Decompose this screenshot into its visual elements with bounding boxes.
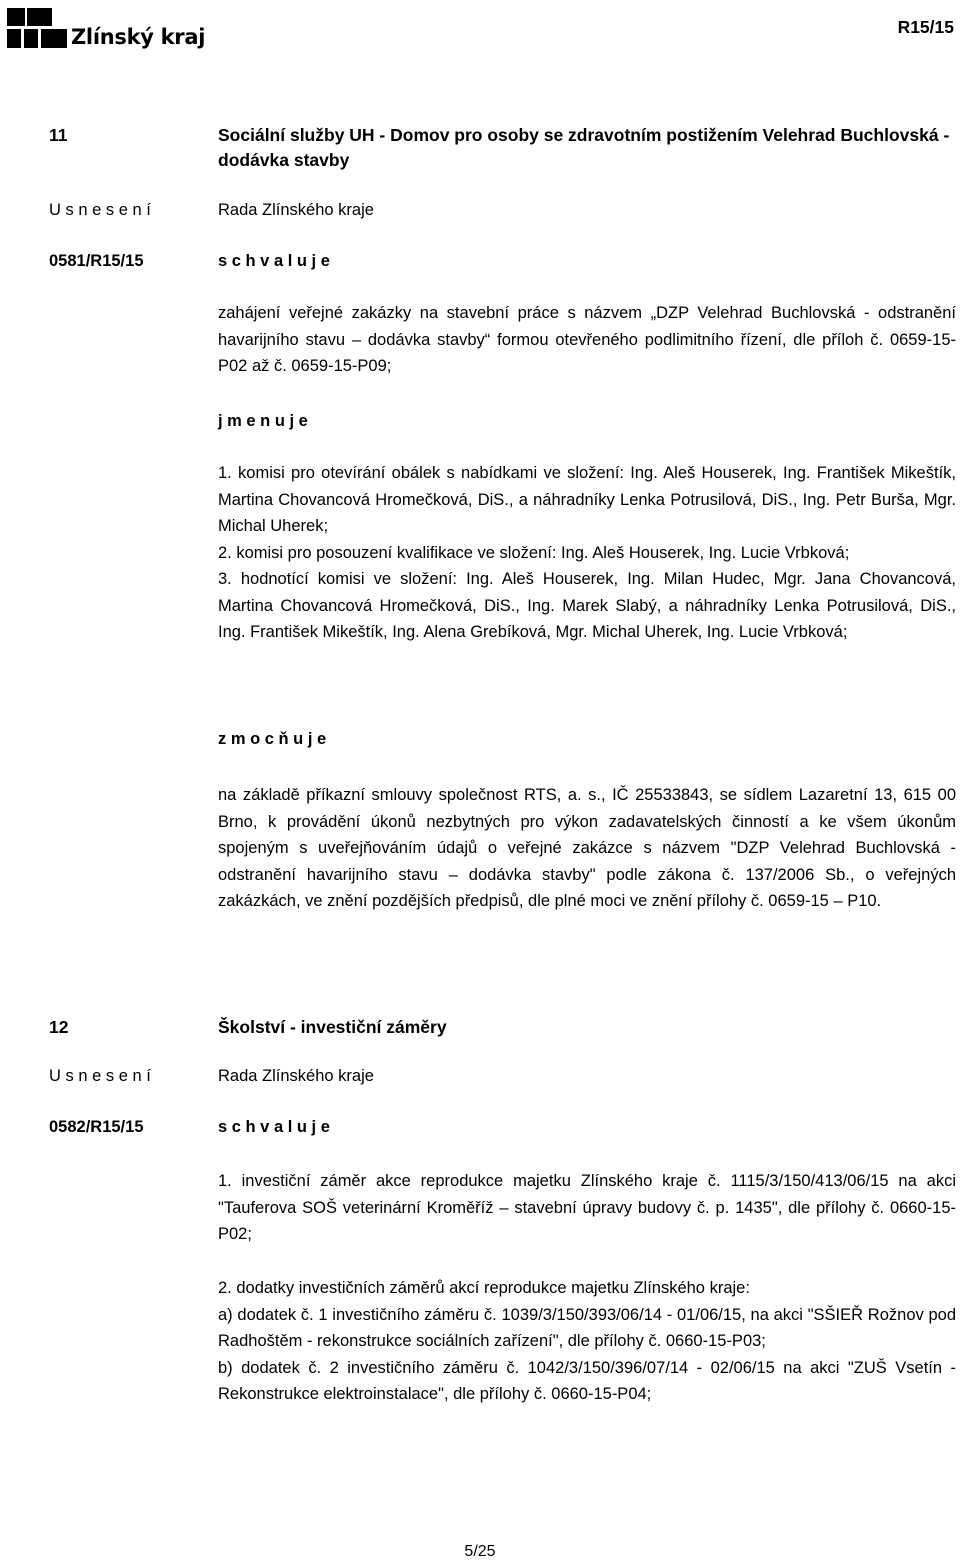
usneseni-label: U s n e s e n í [49, 201, 151, 219]
item-title: Školství - investiční záměry [218, 1017, 447, 1037]
appoint-item: 2. komisi pro posouzení kvalifikace ve složení: Ing. Aleš Houserek, Ing. Lucie Vrbková; [218, 543, 850, 562]
approve-text: zahájení veřejné zakázky na stavební práce s názvem „DZP Velehrad Buchlovská - odstranění havarijního stavu – dodávka stavby“ formou otevřeného podlimitního řízení, dle příloh č. 0659-15-P02 až č. 0659-15-P09; [218, 304, 956, 375]
page-number: 5/25 [464, 1543, 496, 1560]
item-number: 12 [49, 1017, 69, 1037]
verb-approves: s c h v a l u j e [218, 1118, 330, 1136]
zlinsky-kraj-logo [7, 8, 205, 48]
approve-point-2 [218, 1275, 956, 1408]
verb-approves: s c h v a l u j e [218, 252, 330, 270]
resolution-id: 0581/R15/15 [49, 252, 144, 270]
appoint-list [218, 460, 956, 646]
item-number: 11 [49, 125, 68, 145]
authorize-text: na základě příkazní smlouvy společnost RTS, a. s., IČ 25533843, se sídlem Lazaretní 13, 615 00 Brno, k provádění úkonů nezbytných pro výkon zadavatelských činností a ke všem úkonům spojeným s uveřejňováním údajů o veřejné zakázce s názvem "DZP Velehrad Buchlovská - odstranění havarijního stavu – dodávka stavby" podle zákona č. 137/2006 Sb., o veřejných zakázkách, ve znění pozdějších předpisů, dle plné moci ve znění přílohy č. 0659-15 – P10. [218, 786, 956, 910]
resolution-id: 0582/R15/15 [49, 1118, 144, 1136]
point-2-heading: 2. dodatky investičních záměrů akcí reprodukce majetku Zlínského kraje: [218, 1279, 750, 1297]
addendum-item: b) dodatek č. 2 investičního záměru č. 1042/3/150/396/07/14 - 02/06/15 na akci "ZUŠ Vsetín - Rekonstrukce elektroinstalace", dle přílohy č. 0660-15-P04; [218, 1358, 956, 1403]
council-name: Rada Zlínského kraje [218, 1067, 374, 1085]
addendum-item: a) dodatek č. 1 investičního záměru č. 1039/3/150/393/06/14 - 01/06/15, na akci "SŠIEŘ Rožnov pod Radhoštěm - rekonstrukce sociálních zařízení", dle přílohy č. 0660-15-P03; [218, 1305, 956, 1350]
appoint-item: 3. hodnotící komisi ve složení: Ing. Aleš Houserek, Ing. Milan Hudec, Mgr. Jana Chovancová, Martina Chovancová Hromečková, DiS., Ing. Marek Slabý, a náhradníky Lenka Potrusilová, DiS., Ing. František Mikeštík, Ing. Alena Grebíková, Mgr. Michal Uherek, Ing. Lucie Vrbková; [218, 570, 956, 641]
logo-text: Zlínský kraj [71, 25, 206, 49]
appoint-item: 1. komisi pro otevírání obálek s nabídkami ve složení: Ing. Aleš Houserek, Ing. František Mikeštík, Martina Chovancová Hromečková, DiS., a náhradníky Lenka Potrusilová, DiS., Ing. Petr Burša, Mgr. Michal Uherek; [218, 464, 956, 535]
approve-point-1: 1. investiční záměr akce reprodukce majetku Zlínského kraje č. 1115/3/150/413/06/15 na akci "Tauferova SOŠ veterinární Kroměříž – stavební úpravy budovy č. p. 1435", dle přílohy č. 0660-15-P02; [218, 1172, 956, 1243]
item-title: Sociální služby UH - Domov pro osoby se zdravotním postižením Velehrad Buchlovská - dodávka stavby [218, 125, 950, 170]
council-name: Rada Zlínského kraje [218, 201, 374, 219]
page-reference: R15/15 [897, 17, 954, 37]
verb-authorizes: z m o c ň u j e [218, 730, 327, 748]
logo-mark-icon [7, 8, 67, 48]
usneseni-label: U s n e s e n í [49, 1067, 151, 1085]
verb-appoints: j m e n u j e [218, 412, 308, 430]
